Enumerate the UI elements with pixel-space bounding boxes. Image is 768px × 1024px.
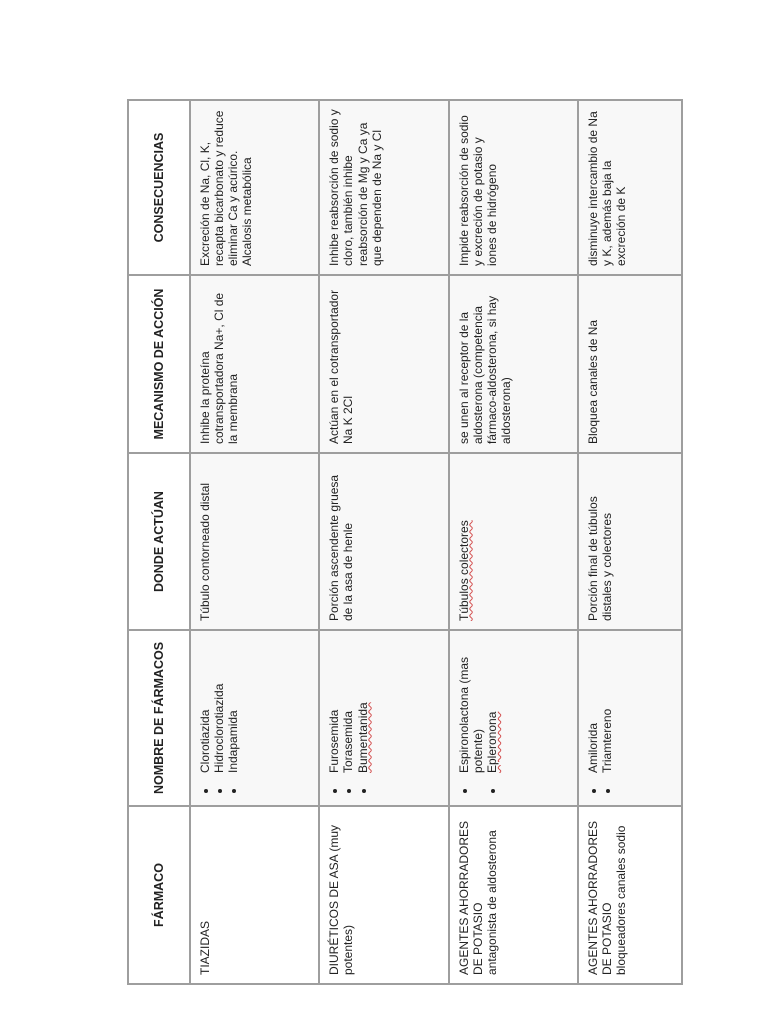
cell-text: Na K 2Cl: [341, 395, 356, 444]
cell-text: cloro, también inhibe: [341, 155, 356, 266]
cell-text: Inhibe reabsorción de sodio y: [327, 109, 342, 266]
cell-text: Túbulo contorneado distal: [198, 482, 212, 621]
cell-text: Bloquea canales de Na: [585, 319, 600, 444]
cell-text: Impide reabsorción de sodio: [456, 115, 471, 266]
cell-donde: [449, 453, 578, 630]
list-item-text: • Espironolactona (mas: [456, 656, 471, 773]
cell-consecuencias: [449, 100, 578, 275]
table-row: [578, 100, 682, 984]
cell-text: que dependen de Na y Cl: [369, 129, 384, 266]
header-nombre-farmacos: NOMBRE DE FÁRMACOS: [128, 630, 190, 806]
cell-text: y excreción de potasio y: [470, 137, 485, 266]
drug-list: [327, 639, 369, 797]
drug-list: [198, 639, 240, 797]
cell-text: de la asa de henle: [341, 522, 356, 621]
cell-text: DE POTASIO: [470, 902, 485, 975]
cell-consecuencias: [578, 100, 682, 275]
header-donde-actuan: DONDE ACTÚAN: [128, 453, 190, 630]
cell-text: Porción final de túbulos: [585, 496, 600, 621]
list-item: • Amilorida: [586, 639, 600, 779]
cell-text: excreción de K: [614, 186, 629, 266]
list-item-text: potente): [470, 728, 485, 773]
cell-text: DE POTASIO: [600, 902, 615, 975]
drug-list: [457, 639, 499, 797]
cell-text: fármaco-aldosterona, si hay: [484, 295, 499, 444]
cell-text: se unen al receptor de la: [456, 311, 471, 444]
cell-text: Inhibe la proteína: [198, 351, 212, 444]
table-row: [319, 100, 448, 984]
cell-text: AGENTES AHORRADORES: [585, 820, 600, 975]
cell-text: TIAZIDAS: [198, 920, 212, 975]
cell-donde: [578, 453, 682, 630]
cell-text: iones de hidrógeno: [484, 163, 499, 266]
cell-text: aldosterona): [499, 377, 514, 444]
cell-text: AGENTES AHORRADORES: [456, 820, 471, 975]
list-item: • Epleronona: [485, 639, 499, 779]
cell-text: antagonista de aldosterona: [484, 830, 499, 975]
cell-text: eliminar Ca y acúrico.: [226, 150, 241, 266]
cell-text: reabsorción de Mg y Ca ya: [355, 122, 370, 266]
list-item: • Hidroclorotiazida: [212, 639, 226, 779]
cell-mecanismo: [319, 275, 448, 453]
cell-text: recapta bicarbonato y reduce: [212, 110, 227, 266]
cell-text: DIURÉTICOS DE ASA (muy: [327, 824, 342, 975]
list-item: • Bumentanida: [356, 639, 370, 779]
cell-text: Túbulos colectores: [456, 520, 471, 621]
drug-list: [586, 639, 614, 797]
cell-farmaco: [449, 806, 578, 984]
header-mecanismo: MECANISMO DE ACCIÓN: [128, 275, 190, 453]
list-item: • Triamtereno: [600, 639, 614, 779]
cell-mecanismo: [578, 275, 682, 453]
header-consecuencias: CONSECUENCIAS: [128, 100, 190, 275]
cell-consecuencias: [190, 100, 319, 275]
cell-farmaco: [578, 806, 682, 984]
cell-text: Excreción de Na, Cl, K,: [198, 141, 212, 266]
list-item: • Torasemida: [341, 639, 355, 779]
header-farmaco: FÁRMACO: [128, 806, 190, 984]
table-row: [190, 100, 319, 984]
cell-text: Porción ascendente gruesa: [327, 474, 342, 621]
cell-text: distales y colectores: [600, 512, 615, 621]
cell-text: bloqueadores canales sodio: [614, 825, 629, 975]
cell-nombres: [449, 630, 578, 806]
cell-text: disminuye intercambio de Na: [585, 111, 600, 266]
cell-nombres: [578, 630, 682, 806]
list-item: • Clorotiazida: [198, 639, 212, 779]
cell-farmaco: [319, 806, 448, 984]
cell-text: potentes): [341, 924, 356, 975]
list-item: • Indapamida: [226, 639, 240, 779]
list-item: [457, 639, 485, 779]
cell-mecanismo: [449, 275, 578, 453]
table-row: [449, 100, 578, 984]
table-header-row: [128, 100, 190, 984]
list-item: • Furosemida: [327, 639, 341, 779]
cell-farmaco: [190, 806, 319, 984]
cell-donde: [190, 453, 319, 630]
cell-text: la membrana: [226, 373, 241, 444]
cell-text: cotransportadora Na+, Cl de: [212, 292, 227, 444]
cell-text: aldosterona (competencia: [470, 305, 485, 444]
cell-text: Actúan en el cotransportador: [327, 289, 342, 444]
cell-mecanismo: [190, 275, 319, 453]
diuretics-table: [127, 99, 683, 985]
cell-nombres: [319, 630, 448, 806]
cell-consecuencias: [319, 100, 448, 275]
cell-donde: [319, 453, 448, 630]
rotated-page: [127, 101, 683, 985]
cell-text: Alcalosis metabólica: [240, 157, 255, 266]
cell-nombres: [190, 630, 319, 806]
cell-text: y K, además baja la: [600, 160, 615, 266]
